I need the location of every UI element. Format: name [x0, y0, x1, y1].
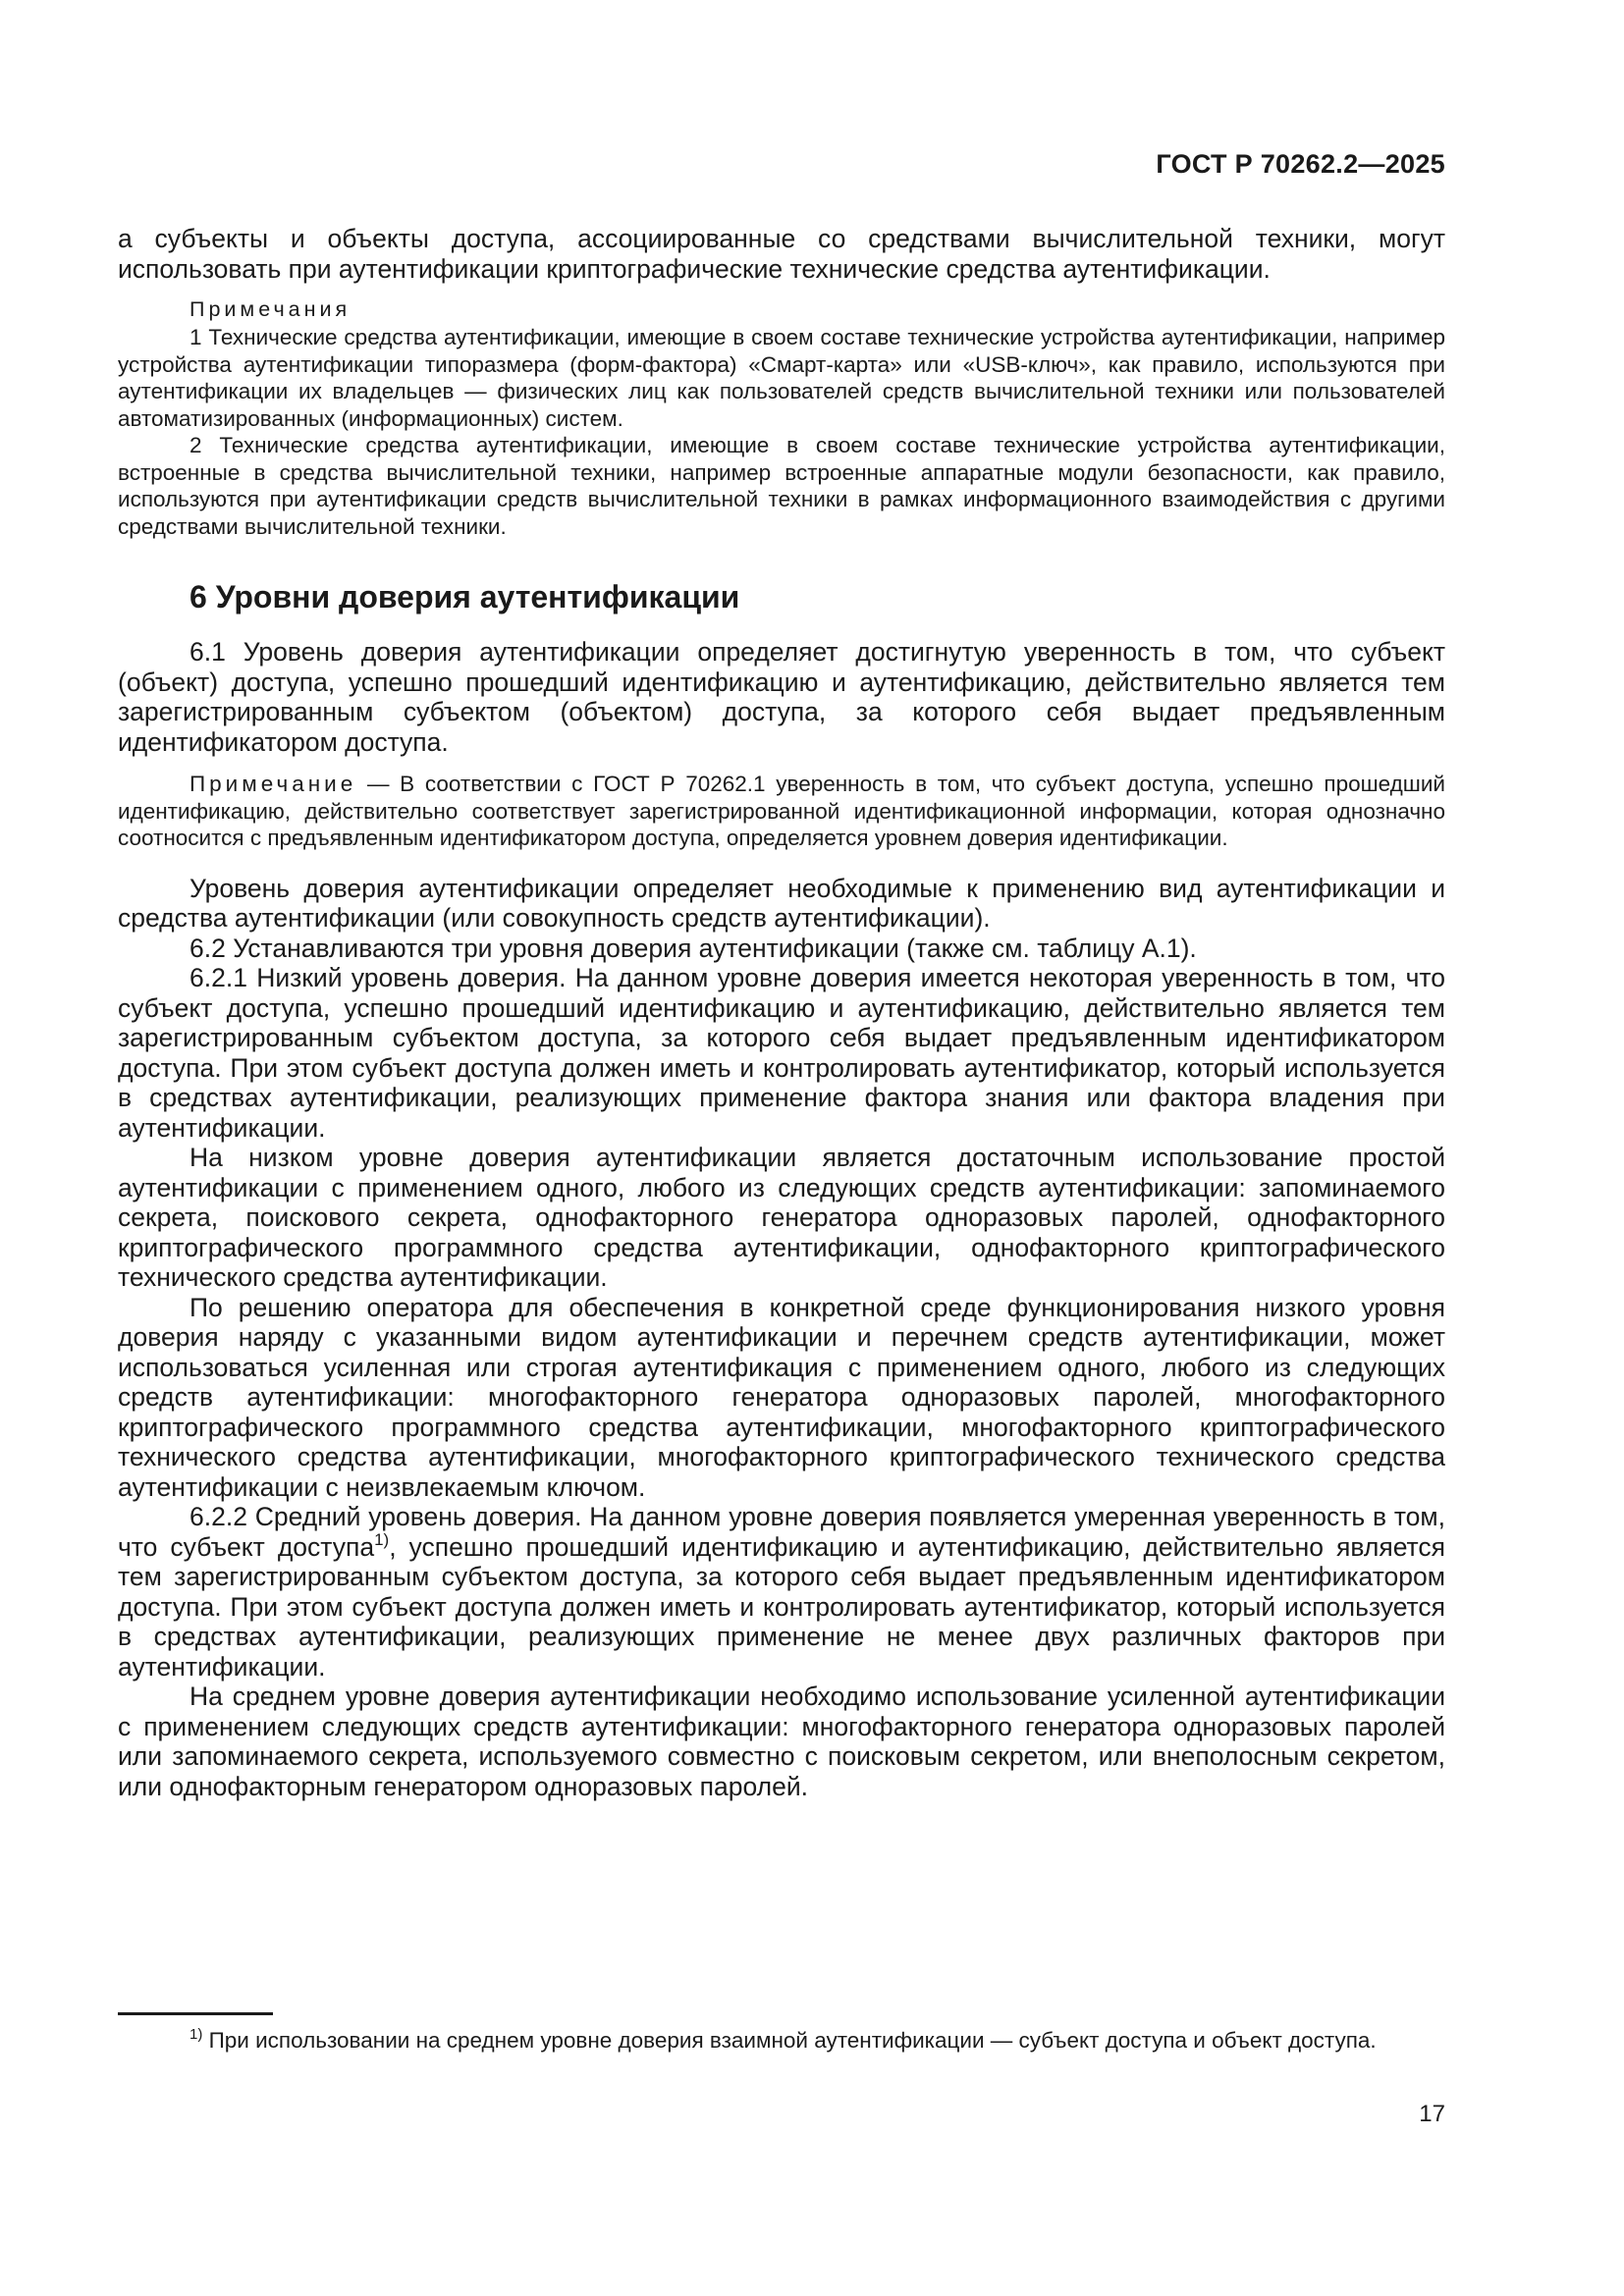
footnote: [118, 2026, 1445, 2055]
page-content: [118, 224, 1445, 1801]
paragraph-low-operator: По решению оператора для обеспечения в конкретной среде функционирования низкого уровня доверия наряду с указанными видом аутентификации и перечнем средств аутентификации, может использоваться усиленная или строгая аутентификация с применением одного, любого из следующих средств аутентификации: многофакторного генератора одноразовых паролей, многофакторного криптографического программного средства аутентификации, многофакторного криптографического технического средства аутентификации, многофакторного криптографического технического средства аутентификации с неизвлекаемым ключом.: [118, 1292, 1445, 1502]
page-number: 17: [1419, 2101, 1445, 2127]
footnote-marker: 1): [189, 2026, 203, 2043]
document-id-header: ГОСТ Р 70262.2—2025: [1156, 149, 1445, 179]
intro-paragraph: а субъекты и объекты доступа, ассоциированные со средствами вычислительной техники, могут использовать при аутентификации криптографические технические средства аутентификации.: [118, 224, 1445, 284]
paragraph-6-2-1: 6.2.1 Низкий уровень доверия. На данном уровне доверия имеется некоторая уверенность в том, что субъект доступа, успешно прошедший идентификацию и аутентификацию, действительно является тем зарегистрированным субъектом доступа, за которого себя выдает предъявленным идентификатором доступа. При этом субъект доступа должен иметь и контролировать аутентификатор, который используется в средствах аутентификации, реализующих применение фактора знания или фактора владения при аутентификации.: [118, 963, 1445, 1143]
paragraph-medium: На среднем уровне доверия аутентификации необходимо использование усиленной аутентификации с применением следующих средств аутентификации: многофакторного генератора одноразовых паролей или запоминаемого секрета, используемого совместно с поисковым секретом, или внеполосным секретом, или однофакторным генератором одноразовых паролей.: [118, 1682, 1445, 1801]
paragraph-6-2: 6.2 Устанавливаются три уровня доверия аутентификации (также см. таблицу А.1).: [189, 933, 1197, 963]
note-6-1: [118, 771, 1445, 852]
footnote-ref: 1): [374, 1529, 390, 1549]
footnote-divider: [118, 2012, 273, 2015]
paragraph-6-1: 6.1 Уровень доверия аутентификации определяет достигнутую уверенность в том, что субъект (объект) доступа, успешно прошедший идентификацию и аутентификацию, действительно является тем зарегистрированным субъектом (объектом) доступа, за которого себя выдает предъявленным идентификатором доступа.: [118, 637, 1445, 757]
note-1: 1 Технические средства аутентификации, имеющие в своем составе технические устройства аутентификации, например устройства аутентификации типоразмера (форм-фактора) «Смарт-карта» или «USB-ключ», как правило, используются при аутентификации их владельцев — физических лиц как пользователей средств вычислительной техники или пользователей автоматизированных (информационных) систем.: [118, 325, 1445, 431]
notes-heading: Примечания: [189, 297, 352, 321]
footnote-text: При использовании на среднем уровне доверия взаимной аутентификации — субъект доступа и объект доступа.: [202, 2028, 1377, 2053]
paragraph-6-2-2: [118, 1502, 1445, 1682]
paragraph-after-note: Уровень доверия аутентификации определяет необходимые к применению вид аутентификации и средства аутентификации (или совокупность средств аутентификации).: [118, 873, 1445, 933]
paragraph-6-2-2-part-a: 6.2.2 Средний уровень доверия. На данном уровне доверия появляется умеренная уверенность в том, что субъект доступа: [118, 1502, 1445, 1562]
section-6-title: 6 Уровни доверия аутентификации: [189, 579, 740, 614]
paragraph-6-2-2-part-b: , успешно прошедший идентификацию и аутентификацию, действительно является тем зарегистрированным субъектом доступа, за которого себя выдает предъявленным идентификатором доступа. При этом субъект доступа должен иметь и контролировать аутентификатор, который используется в средствах аутентификации, реализующих применение не менее двух различных факторов при аутентификации.: [118, 1531, 1445, 1682]
note-text: — В соответствии с ГОСТ Р 70262.1 уверенность в том, что субъект доступа, успешно прошедший идентификацию, действительно соответствует зарегистрированной идентификационной информации, которая однозначно соотносится с предъявленным идентификатором доступа, определяется уровнем доверия идентификации.: [118, 772, 1445, 850]
paragraph-low-simple: На низком уровне доверия аутентификации является достаточным использование простой аутентификации с применением одного, любого из следующих средств аутентификации: запоминаемого секрета, поискового секрета, однофакторного генератора одноразовых паролей, однофакторного криптографического программного средства аутентификации, однофакторного криптографического технического средства аутентификации.: [118, 1143, 1445, 1292]
note-2: 2 Технические средства аутентификации, имеющие в своем составе технические устройства аутентификации, встроенные в средства вычислительной техники, например встроенные аппаратные модули безопасности, как правило, используются при аутентификации средств вычислительной техники в рамках информационного взаимодействия с другими средствами вычислительной техники.: [118, 433, 1445, 539]
note-label: Примечание: [189, 772, 357, 796]
